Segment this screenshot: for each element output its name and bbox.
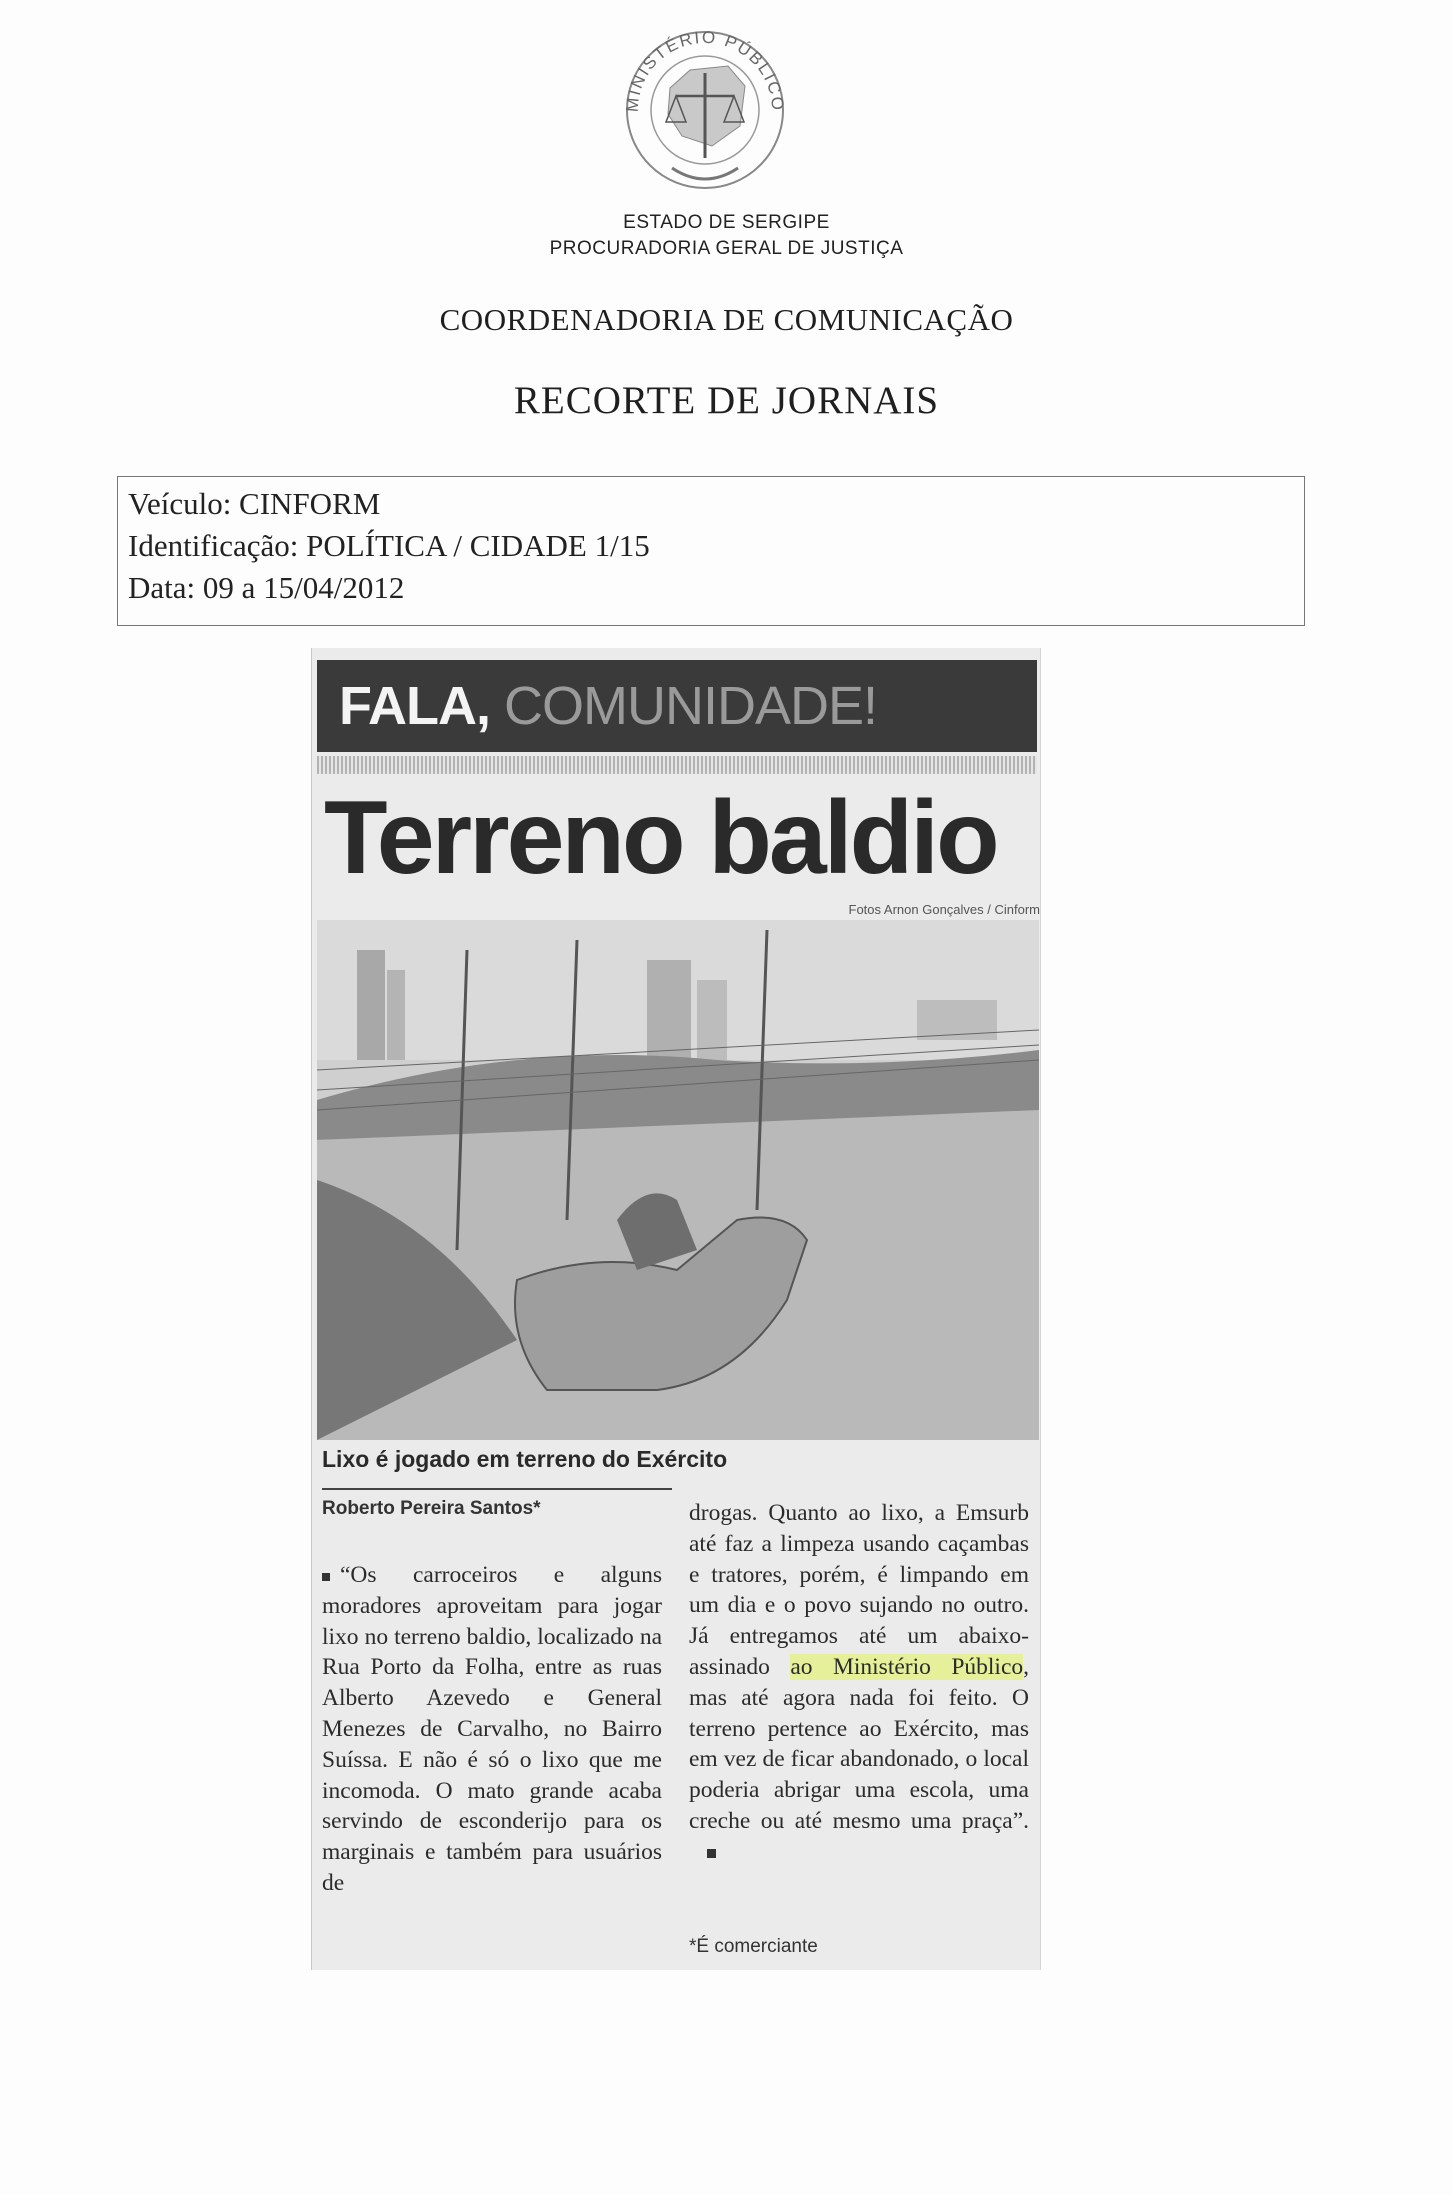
section-banner-light: COMUNIDADE!	[504, 676, 878, 736]
department-title: COORDENADORIA DE COMUNICAÇÃO	[439, 302, 1014, 337]
article-column-2	[689, 1498, 1029, 1868]
ministerio-publico-seal	[610, 18, 800, 198]
veiculo-line: Veículo: CINFORM	[128, 486, 381, 521]
section-banner	[317, 660, 1037, 752]
org-label: PROCURADORIA GERAL DE JUSTIÇA	[549, 238, 904, 259]
column-2-text-b: , mas até agora nada foi feito. O terreno pertence ao Exército, mas em vez de ficar abandonado, o local poderia abrigar uma escola, uma creche ou até mesmo uma praça”.	[689, 1653, 1030, 1834]
column-2-text-a: drogas. Quanto ao lixo, a Emsurb até faz a limpeza usando caçambas e tratores, porém, é limpando em um dia e o povo sujando no outro. Já entregamos até um abaixo-assinado	[689, 1500, 1029, 1680]
headline: Terreno baldio	[324, 780, 997, 896]
article-column-1	[322, 1560, 662, 1899]
state-label: ESTADO DE SERGIPE	[623, 212, 830, 233]
date-line: Data: 09 a 15/04/2012	[128, 570, 405, 605]
bullet-icon	[322, 1573, 330, 1581]
end-mark-icon	[707, 1849, 716, 1858]
news-photo	[317, 920, 1039, 1440]
newspaper-clipping	[311, 648, 1041, 1970]
identificacao-line: Identificação: POLÍTICA / CIDADE 1/15	[128, 528, 650, 563]
document-title: RECORTE DE JORNAIS	[513, 379, 940, 422]
section-banner-bold: FALA,	[339, 676, 490, 736]
photo-credit: Fotos Arnon Gonçalves / Cinform	[848, 902, 1040, 917]
byline: Roberto Pereira Santos*	[322, 1498, 541, 1519]
byline-rule	[322, 1488, 672, 1490]
highlighted-text: ao Ministério Público	[790, 1653, 1024, 1680]
photo-caption: Lixo é jogado em terreno do Exército	[322, 1446, 728, 1472]
column-1-text: “Os carroceiros e alguns moradores aproveitam para jogar lixo no terreno baldio, localizado na Rua Porto da Folha, entre as ruas Alberto Azevedo e General Menezes de Carvalho, no Bairro Suíssa. E não é só o lixo que me incomoda. O mato grande acaba servindo de esconderijo para os marginais e também para usuários de	[322, 1562, 662, 1896]
author-footnote: *É comerciante	[689, 1936, 818, 1957]
info-box	[117, 476, 1305, 626]
svg-text:MINISTÉRIO PÚBLICO: MINISTÉRIO PÚBLICO	[622, 27, 788, 113]
dotted-rule	[317, 756, 1037, 774]
